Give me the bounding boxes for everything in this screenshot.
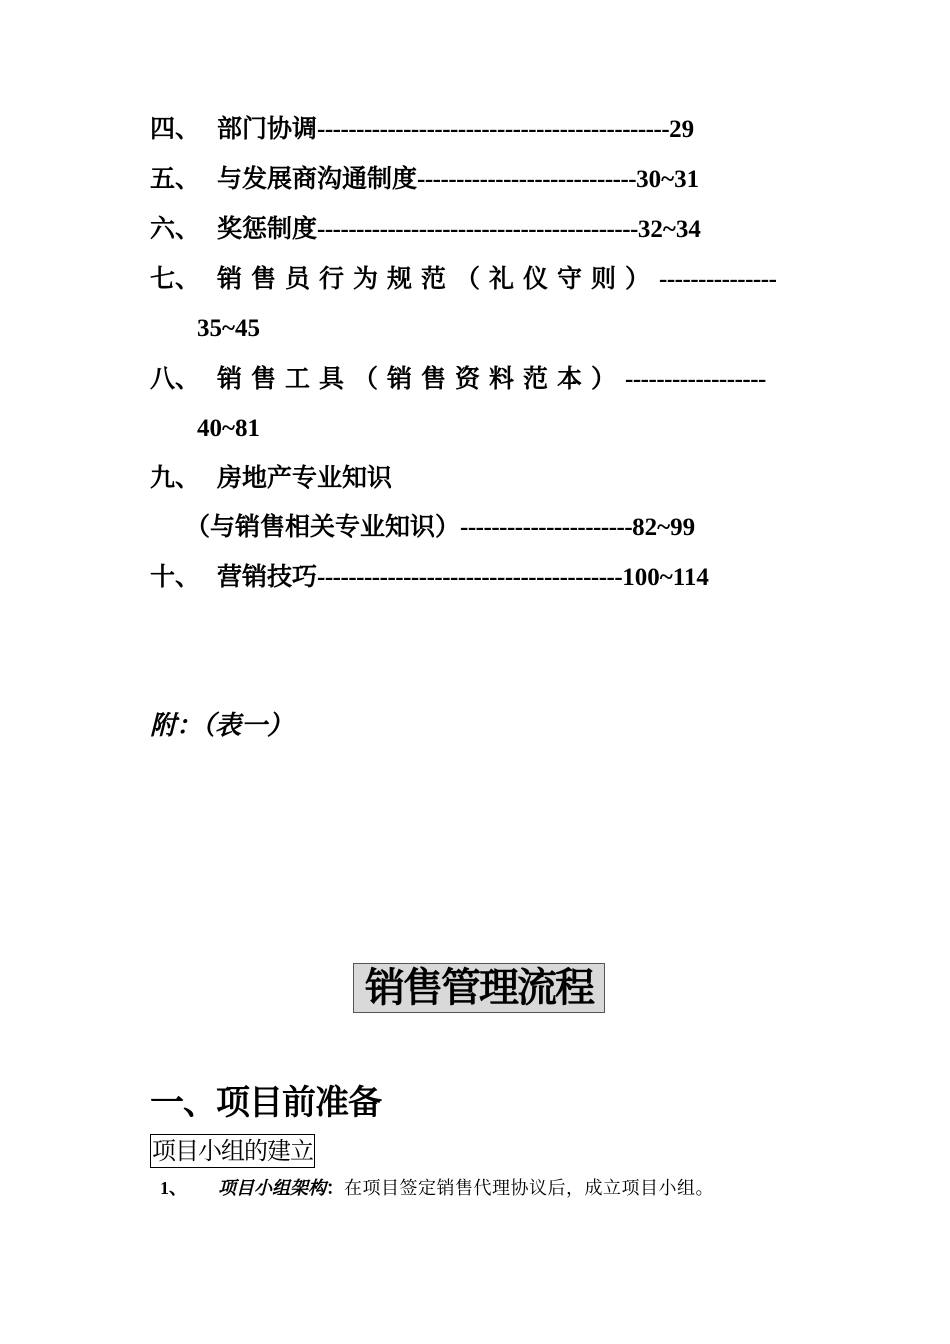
paragraph-number: 1、 <box>160 1178 187 1198</box>
toc-entry-continuation <box>185 510 845 545</box>
toc-leader: ---------------------- <box>460 514 633 541</box>
toc-leader: --------------- <box>659 266 777 293</box>
toc-entry-number: 五、 <box>150 164 201 193</box>
toc-entry-number: 八、 <box>150 364 201 393</box>
toc-entry-subtitle: （与销售相关专业知识） <box>185 512 461 541</box>
toc-entry-title: 房地产专业知识 <box>217 463 393 492</box>
toc-leader: ----------------------------------------- <box>317 216 638 243</box>
toc-entry-title: 与发展商沟通制度 <box>217 164 418 193</box>
toc-leader: --------------------------------------- <box>317 564 623 591</box>
toc-entry <box>150 362 810 397</box>
paragraph-text: 在项目签定销售代理协议后，成立项目小组。 <box>344 1178 714 1199</box>
toc-entry <box>150 262 810 297</box>
toc-entry-number: 六、 <box>150 214 201 243</box>
toc-entry-title: 奖惩制度 <box>217 214 318 243</box>
toc-page-range: 40~81 <box>197 415 261 442</box>
toc-entry-title: 部门协调 <box>217 114 318 143</box>
toc-entry-continuation <box>197 312 857 346</box>
toc-page-range: 35~45 <box>197 315 261 342</box>
toc-entry <box>150 162 810 197</box>
page-title: 销售管理流程 <box>353 963 605 1013</box>
toc-entry-number: 七、 <box>150 264 201 293</box>
toc-leader: ------------------ <box>625 366 766 393</box>
appendix-label: 附：（表一） <box>150 711 294 741</box>
toc-entry-number: 四、 <box>150 114 201 143</box>
toc-entry <box>150 212 810 247</box>
toc-entry-number: 十、 <box>150 562 201 591</box>
toc-page-range: 29 <box>669 116 695 143</box>
toc-page-range: 32~34 <box>637 216 701 243</box>
paragraph-term: 项目小组架构 <box>218 1178 326 1199</box>
toc-entry <box>150 112 810 147</box>
toc-entry <box>150 461 810 495</box>
paragraph-colon: ： <box>326 1178 344 1199</box>
toc-leader: --------------------------------------------- <box>317 116 670 143</box>
toc-page-range: 100~114 <box>622 564 709 591</box>
toc-entry-number: 九、 <box>150 463 201 492</box>
toc-entry-title: 销售工具（销售资料范本） <box>217 364 626 393</box>
paragraph <box>160 1174 830 1203</box>
toc-entry <box>150 560 810 595</box>
toc-page-range: 82~99 <box>632 514 696 541</box>
section-heading: 一、项目前准备 <box>150 1083 381 1123</box>
toc-page-range: 30~31 <box>636 166 700 193</box>
toc-entry-title: 营销技巧 <box>217 562 318 591</box>
toc-entry-title: 销售员行为规范（礼仪守则） <box>217 264 660 293</box>
toc-entry-continuation <box>197 412 857 446</box>
toc-leader: ---------------------------- <box>417 166 637 193</box>
subsection-heading: 项目小组的建立 <box>150 1134 315 1168</box>
